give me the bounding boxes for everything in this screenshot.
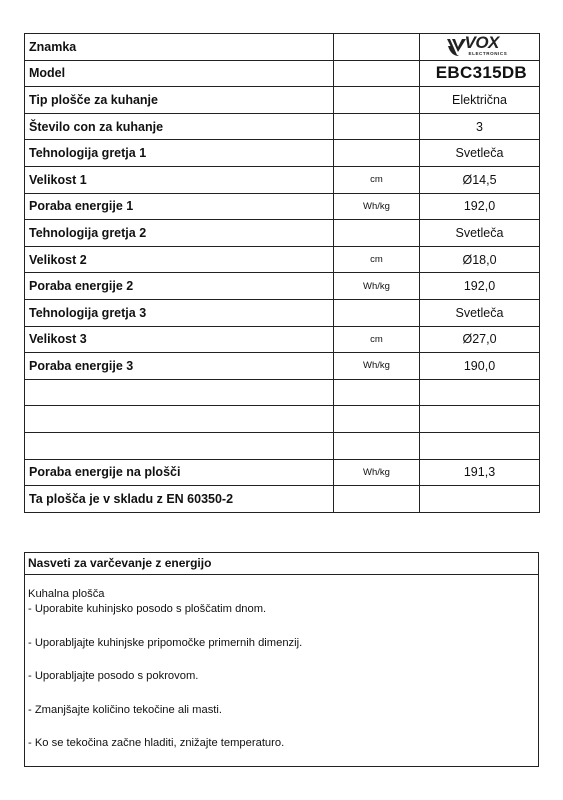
row-label: Model <box>25 60 334 87</box>
table-row <box>25 166 540 193</box>
table-row <box>25 113 540 140</box>
tip-item: - Zmanjšajte količino tekočine ali masti. <box>28 703 222 716</box>
row-label: Tehnologija gretja 2 <box>25 220 334 247</box>
table-row <box>25 459 540 486</box>
vox-logo <box>424 32 535 58</box>
table-row <box>25 353 540 380</box>
row-label: Velikost 2 <box>25 246 334 273</box>
row-unit: Wh/kg <box>334 273 420 300</box>
row-value: Svetleča <box>420 140 540 167</box>
table-row <box>25 87 540 114</box>
row-label: Velikost 1 <box>25 166 334 193</box>
table-row <box>25 326 540 353</box>
row-unit <box>334 140 420 167</box>
tip-item: - Ko se tekočina začne hladiti, znižajte temperaturo. <box>28 737 285 749</box>
logo-subtitle: ELECTRONICS <box>468 50 508 56</box>
row-label: Tip plošče za kuhanje <box>25 87 334 114</box>
row-unit <box>334 432 420 459</box>
row-value <box>420 406 540 433</box>
row-value: Svetleča <box>420 220 540 247</box>
compliance-row <box>25 486 540 513</box>
tip-item: - Uporabite kuhinjsko posodo s ploščatim dnom. <box>28 603 267 615</box>
table-row <box>25 299 540 326</box>
model-value: EBC315DB <box>420 60 540 87</box>
row-value: Ø27,0 <box>420 326 540 353</box>
row-value: 3 <box>420 113 540 140</box>
product-info-table <box>24 33 540 513</box>
row-label: Tehnologija gretja 1 <box>25 140 334 167</box>
row-value <box>420 432 540 459</box>
table-row <box>25 379 540 406</box>
table-row <box>25 34 540 61</box>
tip-item: - Uporabljajte posodo s pokrovom. <box>28 670 199 682</box>
row-unit: cm <box>334 246 420 273</box>
table-row <box>25 406 540 433</box>
table-row <box>25 432 540 459</box>
row-label: Velikost 3 <box>25 326 334 353</box>
row-unit <box>334 113 420 140</box>
row-unit <box>334 406 420 433</box>
row-label: Poraba energije 3 <box>25 353 334 380</box>
row-unit <box>334 299 420 326</box>
table-row <box>25 273 540 300</box>
row-value: Ø18,0 <box>420 246 540 273</box>
table-row <box>25 220 540 247</box>
row-label: Tehnologija gretja 3 <box>25 299 334 326</box>
row-label: Poraba energije 1 <box>25 193 334 220</box>
row-unit <box>334 486 420 513</box>
table-row <box>25 193 540 220</box>
table-row <box>25 140 540 167</box>
table-row <box>25 246 540 273</box>
row-unit: cm <box>334 166 420 193</box>
energy-tips-box <box>24 552 539 767</box>
row-unit <box>334 87 420 114</box>
table-row <box>25 60 540 87</box>
tip-item: - Uporabljajte kuhinjske pripomočke primernih dimenzij. <box>28 636 303 649</box>
row-unit <box>334 379 420 406</box>
logo-brand-text: VOX <box>464 32 499 52</box>
row-label <box>25 406 334 433</box>
row-unit: Wh/kg <box>334 459 420 486</box>
row-value: Električna <box>420 87 540 114</box>
row-value: 190,0 <box>420 353 540 380</box>
row-unit: Wh/kg <box>334 353 420 380</box>
row-value: Ø14,5 <box>420 166 540 193</box>
tips-subtitle: Kuhalna plošča <box>28 588 105 600</box>
row-value <box>420 486 540 513</box>
row-value <box>420 379 540 406</box>
row-label <box>25 432 334 459</box>
tips-title: Nasveti za varčevanje z energijo <box>25 553 538 575</box>
row-label: Število con za kuhanje <box>25 113 334 140</box>
row-value: 191,3 <box>420 459 540 486</box>
row-unit <box>334 34 420 61</box>
row-unit: cm <box>334 326 420 353</box>
row-unit <box>334 60 420 87</box>
brand-logo-cell <box>420 34 540 61</box>
row-unit <box>334 220 420 247</box>
row-value: 192,0 <box>420 273 540 300</box>
compliance-statement: Ta plošča je v skladu z EN 60350-2 <box>25 486 334 513</box>
row-label: Poraba energije 2 <box>25 273 334 300</box>
row-label: Znamka <box>25 34 334 61</box>
row-value: 192,0 <box>420 193 540 220</box>
tips-body <box>25 575 538 750</box>
row-label: Poraba energije na plošči <box>25 459 334 486</box>
row-label <box>25 379 334 406</box>
row-unit: Wh/kg <box>334 193 420 220</box>
row-value: Svetleča <box>420 299 540 326</box>
